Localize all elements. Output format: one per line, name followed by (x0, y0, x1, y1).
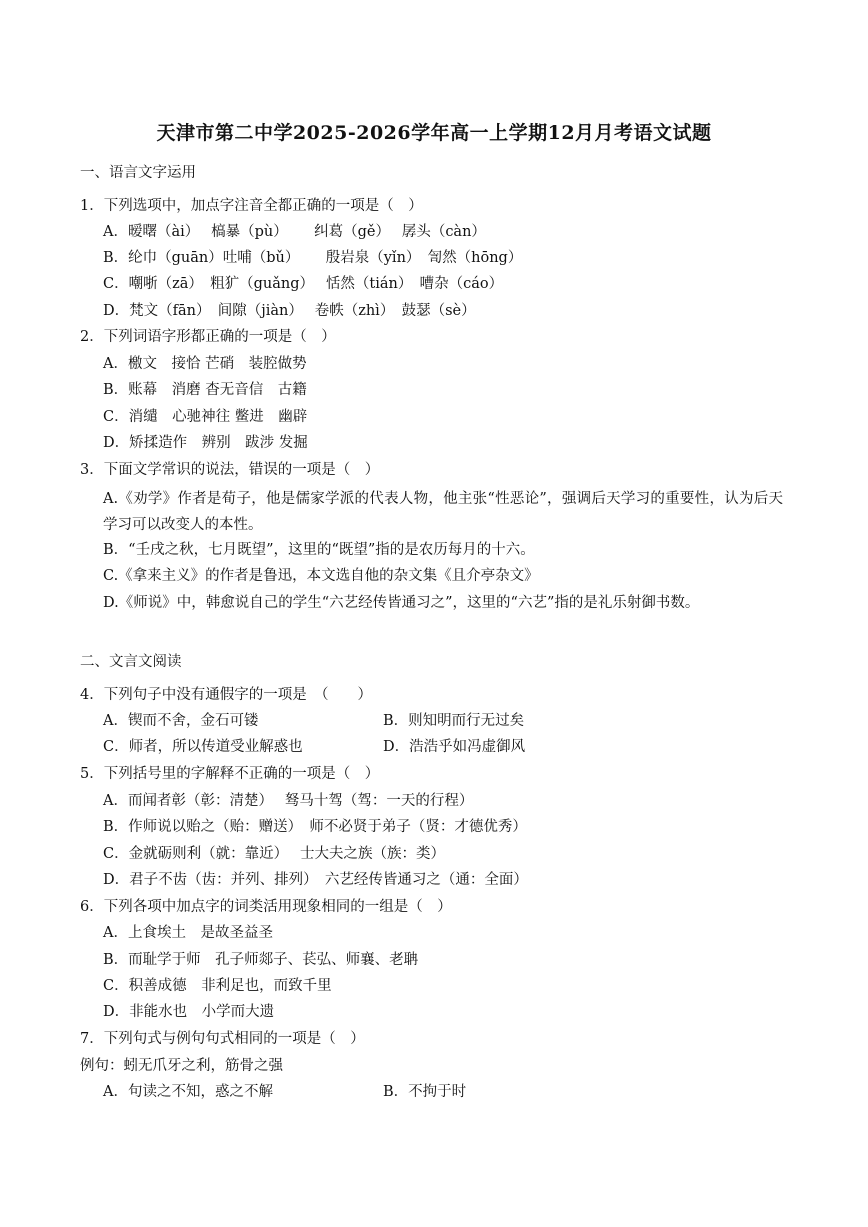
question-3-option-c: C.《拿来主义》的作者是鲁迅，本文选自他的杂文集《且介亭杂文》 (103, 568, 539, 584)
question-5-option-c: C．金就砺则利（就：靠近） 士大夫之族（族：类） (103, 846, 445, 862)
question-5-option-a: A．而闻者彰（彰：清楚） 驽马十驾（驾：一天的行程） (103, 793, 474, 809)
question-2-option-d: D．矫揉造作 辨别 跋涉 发掘 (103, 435, 308, 451)
question-3-option-d: D.《师说》中，韩愈说自己的学生“六艺经传皆通习之”，这里的“六艺”指的是礼乐射御书数。 (103, 595, 700, 611)
section-heading-1: 一、语言文字运用 (80, 165, 196, 181)
question-4-stem: 4．下列句子中没有通假字的一项是 （ ） (80, 687, 372, 703)
question-3-option-b: B．“壬戌之秋，七月既望”，这里的“既望”指的是农历每月的十六。 (103, 542, 535, 558)
section-heading-2: 二、文言文阅读 (80, 654, 182, 670)
question-6-option-d: D．非能水也 小学而大遗 (103, 1004, 275, 1020)
question-6-option-b: B．而耻学于师 孔子师郯子、苌弘、师襄、老聃 (103, 952, 419, 968)
question-5-option-d: D．君子不齿（齿：并列、排列） 六艺经传皆通习之（通：全面） (103, 872, 528, 888)
question-4-option-d: D．浩浩乎如冯虚御风 (383, 739, 526, 755)
question-7-option-a: A．句读之不知，惑之不解 (103, 1084, 273, 1100)
question-7-option-b: B．不拘于时 (383, 1084, 467, 1100)
question-2-option-a: A．檄文 接恰 芒硝 装腔做势 (103, 356, 307, 372)
question-3-option-a: A.《劝学》作者是荀子，他是儒家学派的代表人物，他主张“性恶论”，强调后天学习的重要性，认为后天学习可以改变人的本性。 (103, 491, 783, 533)
question-7-example: 例句：蚓无爪牙之利，筋骨之强 (80, 1058, 283, 1074)
question-2-stem: 2．下列词语字形都正确的一项是（ ） (80, 329, 336, 345)
question-6-option-c: C．积善成德 非利足也，而致千里 (103, 978, 332, 994)
question-4-option-a: A．锲而不舍，金石可镂 (103, 713, 259, 729)
page-title: 天津市第二中学2025-2026学年高一上学期12月月考语文试题 (156, 122, 712, 144)
question-3-stem: 3．下面文学常识的说法，错误的一项是（ ） (80, 462, 380, 478)
question-6-stem: 6．下列各项中加点字的词类活用现象相同的一组是（ ） (80, 899, 452, 915)
question-4-option-b: B．则知明而行无过矣 (383, 713, 525, 729)
question-2-option-c: C．消缱 心驰神往 鳖进 幽辟 (103, 409, 308, 425)
question-1-option-c: C．嘲哳（zā） 粗犷（guǎng） 恬然（tián） 嘈杂（cáo） (103, 276, 504, 292)
question-7-stem: 7．下列句式与例句句式相同的一项是（ ） (80, 1031, 365, 1047)
question-1-option-d: D．梵文（fān） 间隙（jiàn） 卷帙（zhì） 鼓瑟（sè） (103, 303, 476, 319)
question-4-option-c: C．师者，所以传道受业解惑也 (103, 739, 303, 755)
question-5-stem: 5．下列括号里的字解释不正确的一项是（ ） (80, 766, 380, 782)
question-1-option-b: B．纶巾（guān）吐哺（bǔ） 殷岩泉（yǐn） 訇然（hōng） (103, 250, 523, 266)
question-2-option-b: B．账幕 消磨 杳无音信 古籍 (103, 382, 307, 398)
question-1-stem: 1．下列选项中，加点字注音全都正确的一项是（ ） (80, 198, 423, 214)
question-6-option-a: A．上食埃土 是故圣益圣 (103, 925, 273, 941)
question-1-option-a: A．暧曙（ài） 槁暴（pù） 纠葛（gě） 孱头（càn） (103, 224, 486, 240)
question-5-option-b: B．作师说以贻之（贻：赠送） 师不必贤于弟子（贤：才德优秀） (103, 819, 527, 835)
